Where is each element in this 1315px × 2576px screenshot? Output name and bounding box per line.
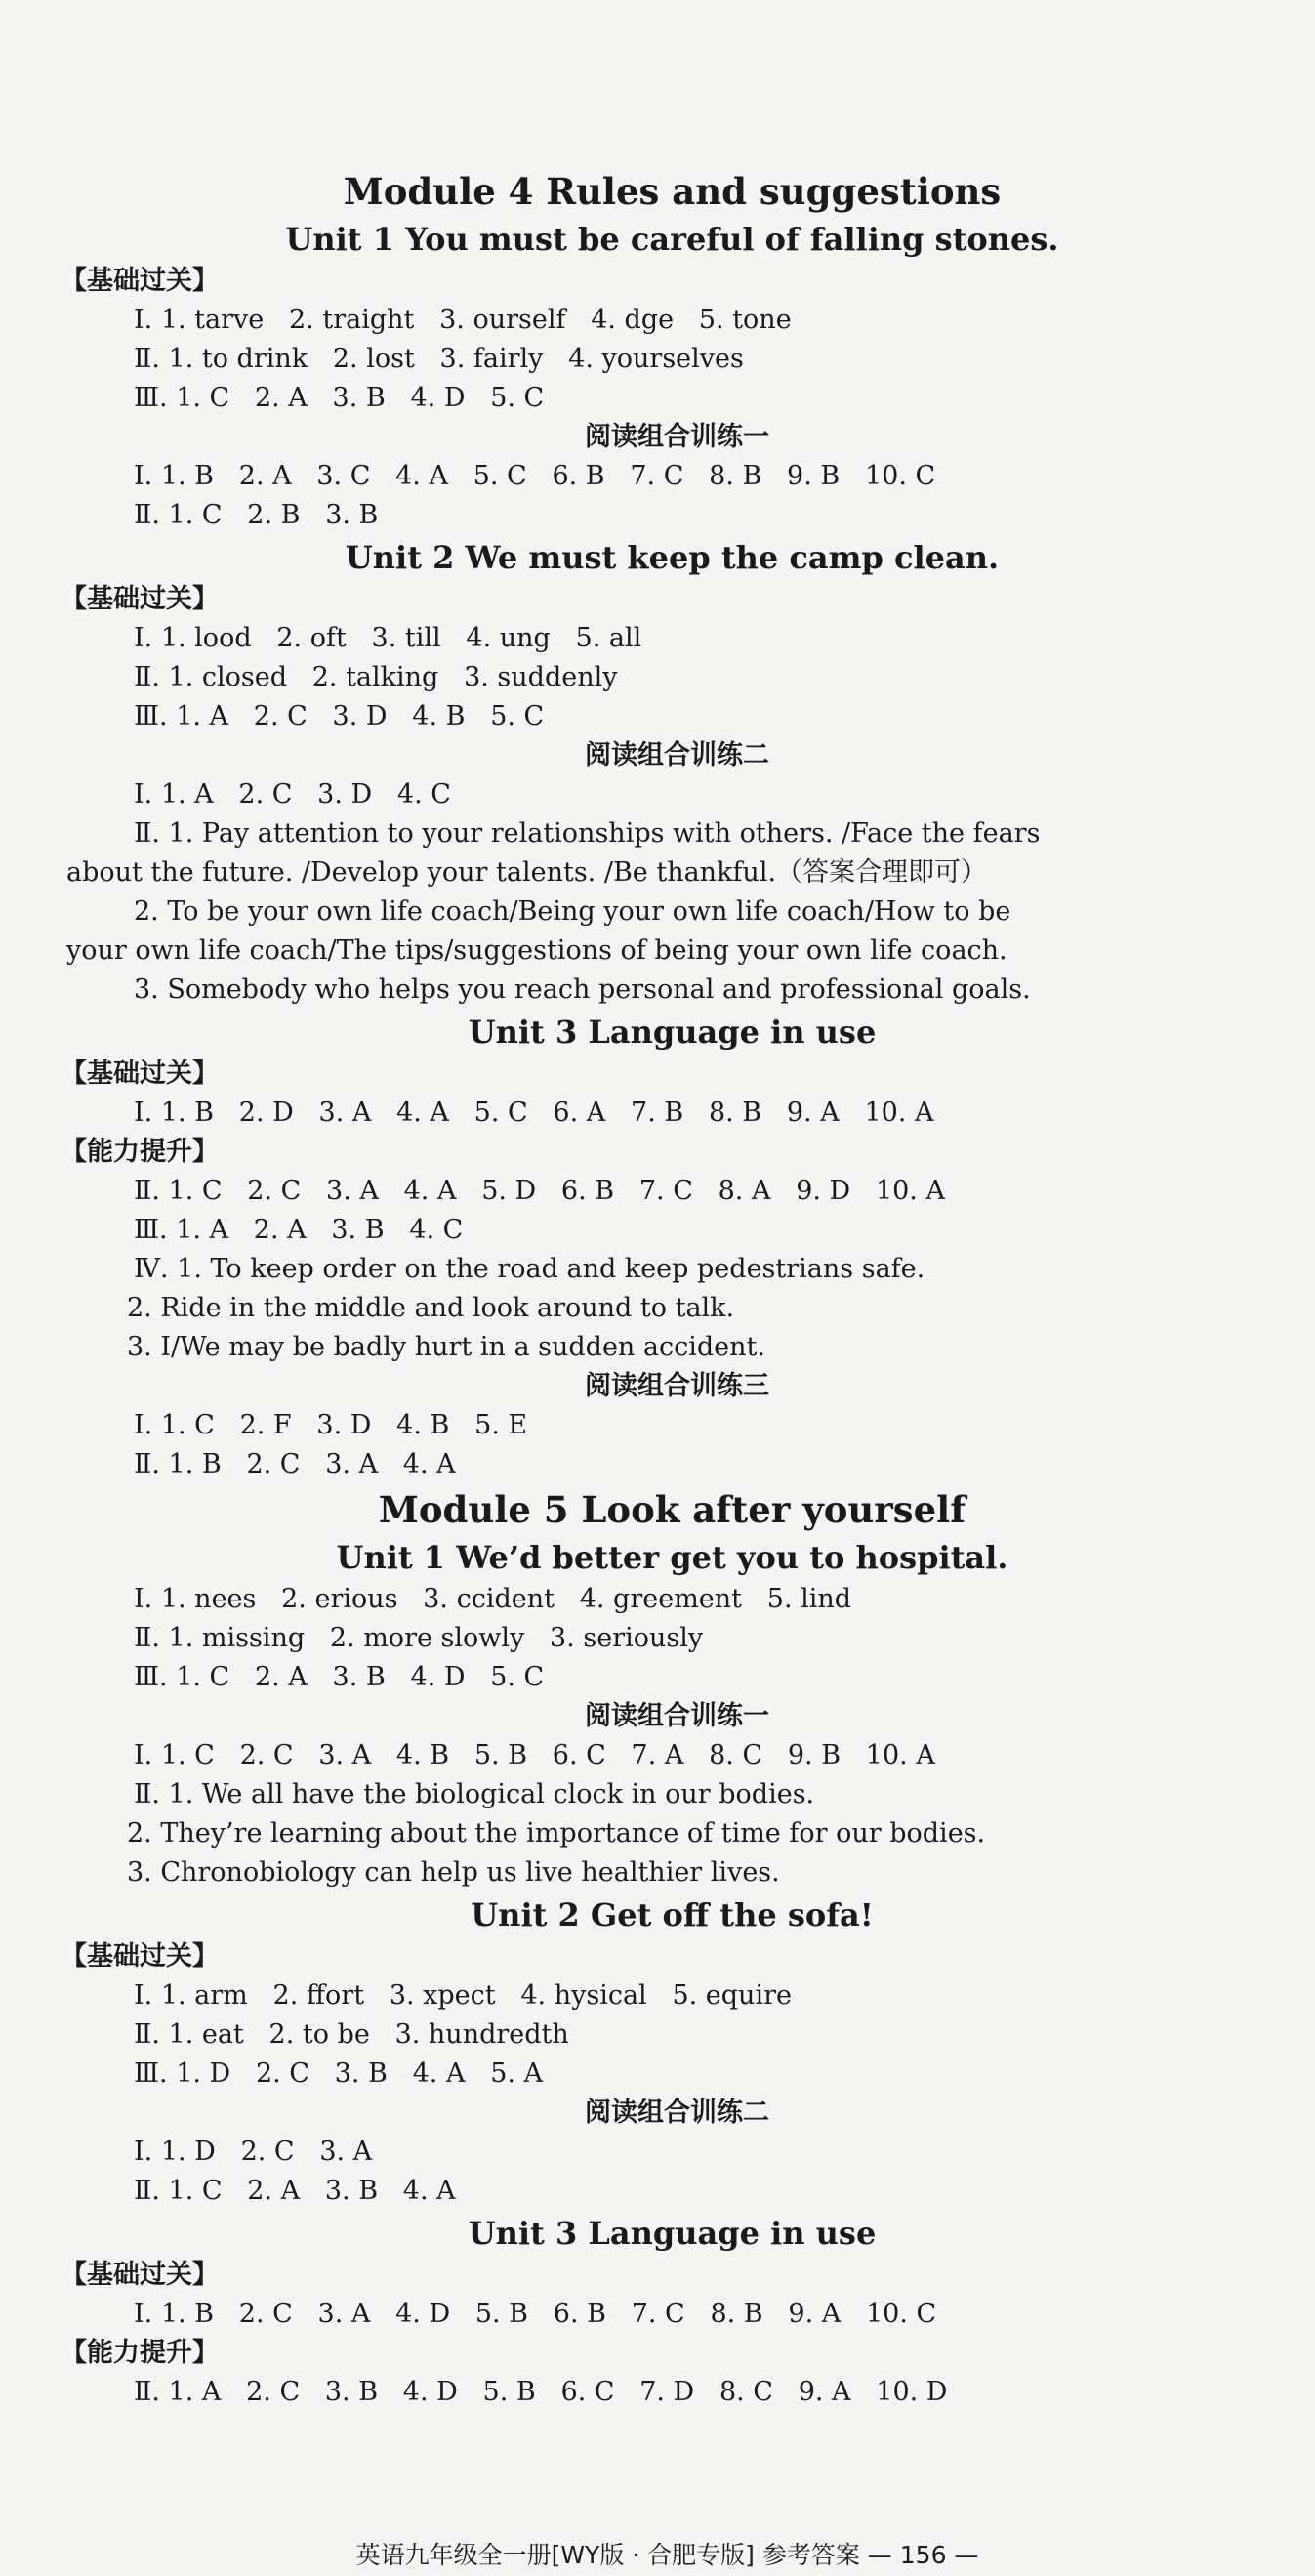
answer-line: Ⅰ. 1. B 2. C 3. A 4. D 5. B 6. B 7. C 8. B 9. A 10. C	[134, 2299, 937, 2329]
answer-line: Ⅱ. 1. C 2. C 3. A 4. A 5. D 6. B 7. C 8. A 9. D 10. A	[134, 1176, 945, 1206]
unit-heading: Unit 3 Language in use	[468, 2215, 877, 2252]
answer-line: Ⅲ. 1. A 2. C 3. D 4. B 5. C	[134, 701, 545, 731]
answer-paragraph-continuation: your own life coach/The tips/suggestions of being your own life coach.	[66, 935, 1007, 966]
answer-line: Ⅱ. 1. A 2. C 3. B 4. D 5. B 6. C 7. D 8. C 9. A 10. D	[134, 2377, 948, 2407]
answer-numbered-line: 2. Ride in the middle and look around to talk.	[127, 1293, 735, 1323]
answer-line: Ⅰ. 1. B 2. A 3. C 4. A 5. C 6. B 7. C 8. B 9. B 10. C	[134, 461, 936, 491]
unit-heading: Unit 1 We’d better get you to hospital.	[336, 1539, 1008, 1576]
answer-line: Ⅱ. 1. eat 2. to be 3. hundredth	[134, 2019, 569, 2050]
reading-practice-heading: 阅读组合训练一	[585, 1701, 769, 1731]
answer-line: Ⅰ. 1. A 2. C 3. D 4. C	[134, 779, 451, 810]
module-heading: Module 4 Rules and suggestions	[343, 170, 1002, 213]
answer-numbered-line: 3. Chronobiology can help us live healthier lives.	[127, 1857, 780, 1888]
section-label: 【基础过关】	[61, 2260, 219, 2290]
answer-line: Ⅲ. 1. C 2. A 3. B 4. D 5. C	[134, 1662, 545, 1692]
answer-line: Ⅱ. 1. closed 2. talking 3. suddenly	[134, 662, 618, 692]
answer-line: Ⅱ. 1. We all have the biological clock in our bodies.	[134, 1779, 815, 1809]
answer-line: Ⅱ. 1. missing 2. more slowly 3. seriously	[134, 1623, 704, 1653]
answer-numbered-line: 2. They’re learning about the importance of time for our bodies.	[127, 1818, 986, 1849]
answer-content	[0, 166, 1315, 2412]
answer-line: Ⅱ. 1. to drink 2. lost 3. fairly 4. yourselves	[134, 344, 744, 374]
answer-line: Ⅰ. 1. arm 2. ffort 3. xpect 4. hysical 5. equire	[134, 1980, 792, 2011]
answer-line: Ⅰ. 1. D 2. C 3. A	[134, 2137, 373, 2167]
answer-numbered-line: 3. I/We may be badly hurt in a sudden accident.	[127, 1332, 765, 1362]
answer-line: Ⅰ. 1. tarve 2. traight 3. ourself 4. dge 5. tone	[134, 305, 792, 335]
answer-paragraph-line: 2. To be your own life coach/Being your own life coach/How to be	[134, 896, 1011, 927]
answer-line: Ⅱ. 1. C 2. B 3. B	[134, 500, 379, 530]
section-label: 【能力提升】	[61, 2338, 219, 2368]
answer-line: Ⅳ. 1. To keep order on the road and keep pedestrians safe.	[134, 1254, 925, 1284]
unit-heading: Unit 3 Language in use	[468, 1014, 877, 1051]
section-label: 【基础过关】	[61, 266, 219, 296]
answer-line: Ⅰ. 1. B 2. D 3. A 4. A 5. C 6. A 7. B 8. B 9. A 10. A	[134, 1098, 934, 1128]
answer-paragraph-line: 3. Somebody who helps you reach personal and professional goals.	[134, 975, 1031, 1005]
answer-line: Ⅲ. 1. D 2. C 3. B 4. A 5. A	[134, 2058, 544, 2089]
section-label: 【基础过关】	[61, 584, 219, 614]
answer-line: Ⅰ. 1. C 2. F 3. D 4. B 5. E	[134, 1410, 528, 1440]
reading-practice-heading: 阅读组合训练二	[585, 740, 769, 770]
section-label: 【基础过关】	[61, 1941, 219, 1972]
section-label: 【基础过关】	[61, 1059, 219, 1089]
unit-heading: Unit 2 We must keep the camp clean.	[345, 539, 1000, 576]
answer-line: Ⅱ. 1. C 2. A 3. B 4. A	[134, 2176, 456, 2206]
reading-practice-heading: 阅读组合训练一	[585, 422, 769, 452]
reading-practice-heading: 阅读组合训练二	[585, 2098, 769, 2128]
unit-heading: Unit 1 You must be careful of falling stones.	[285, 221, 1059, 258]
answer-line: Ⅰ. 1. C 2. C 3. A 4. B 5. B 6. C 7. A 8. C 9. B 10. A	[134, 1740, 935, 1770]
module-heading: Module 5 Look after yourself	[378, 1488, 966, 1531]
answer-line: Ⅰ. 1. nees 2. erious 3. ccident 4. greement 5. lind	[134, 1584, 852, 1614]
page-footer: 英语九年级全一册[WY版 · 合肥专版] 参考答案 — 156 —	[355, 2541, 979, 2569]
answer-paragraph-continuation: about the future. /Develop your talents. /Be thankful.（答案合理即可）	[66, 857, 988, 888]
answer-line: Ⅱ. 1. B 2. C 3. A 4. A	[134, 1449, 456, 1479]
answer-line: Ⅲ. 1. C 2. A 3. B 4. D 5. C	[134, 383, 545, 413]
answer-paragraph-line: Ⅱ. 1. Pay attention to your relationships with others. /Face the fears	[134, 818, 1041, 849]
answer-line: Ⅲ. 1. A 2. A 3. B 4. C	[134, 1215, 464, 1245]
section-label: 【能力提升】	[61, 1137, 219, 1167]
unit-heading: Unit 2 Get off the sofa!	[471, 1896, 874, 1933]
answer-line: Ⅰ. 1. lood 2. oft 3. till 4. ung 5. all	[134, 623, 642, 653]
reading-practice-heading: 阅读组合训练三	[585, 1371, 769, 1401]
